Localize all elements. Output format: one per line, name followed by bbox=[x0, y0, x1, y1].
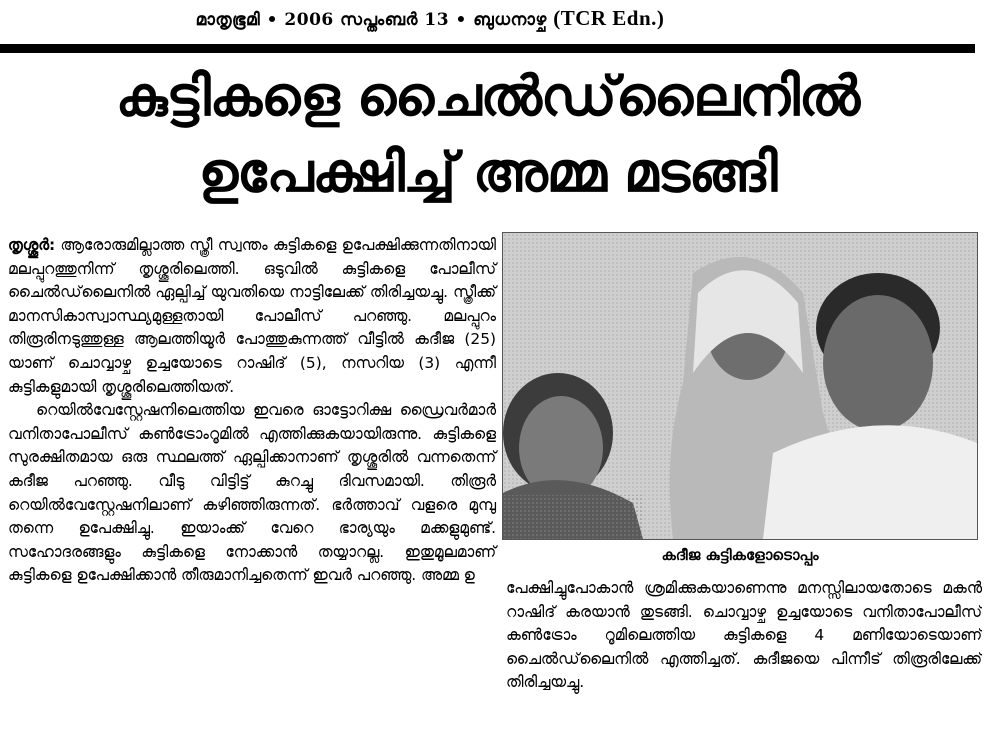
dateline-weekday: ബുധനാഴ്ച bbox=[473, 10, 547, 30]
dateline-separator: • bbox=[266, 10, 278, 30]
article-paragraph-2: റെയിൽവേസ്റ്റേഷനിലെത്തിയ ഇവരെ ഓട്ടോറിക്ഷ ഡ്രൈവർമാർ വനിതാപോലീസ് കൺട്രോംറൂമിൽ എത്തിക്കുകയായിരുന്നു. കുട്ടികളെ സുരക്ഷിതമായ ഒരു സ്ഥലത്ത് ഏല്പിക്കാനാണ് തൃശ്ശൂരിൽ വന്നതെന്ന് കദീജ പറഞ്ഞു. വീടു വിട്ടിട്ട് കുറച്ചു ദിവസമായി. തിരൂർ റെയിൽവേസ്റ്റേഷനിലാണ് കഴിഞ്ഞിരുന്നത്. ഭർത്താവ് വളരെ മുമ്പു തന്നെ ഉപേക്ഷിച്ചു. ഇയാംക്ക് വേറെ ഭാര്യയും മക്കളുമുണ്ട്. സഹോദരങ്ങളും കുട്ടികളെ നോക്കാൻ തയ്യാറല്ല. ഇതുമൂലമാണ് കുട്ടികളെ ഉപേക്ഷിക്കാൻ തീരുമാനിച്ചതെന്ന് ഇവർ പറഞ്ഞു. അമ്മ ഉ bbox=[8, 401, 496, 585]
dateline bbox=[0, 6, 860, 31]
paper-name: മാതൃഭൂമി bbox=[195, 10, 261, 30]
dateline-separator: • bbox=[455, 10, 467, 30]
article-paragraph-1 bbox=[8, 234, 496, 399]
photo-illustration bbox=[503, 233, 977, 539]
news-photo bbox=[502, 232, 978, 540]
dateline-day: 13 bbox=[424, 10, 450, 30]
article-paragraph-3: പേക്ഷിച്ചുപോകാൻ ശ്രമിക്കുകയാണെന്നു മനസ്സിലായതോടെ മകൻ റാഷിദ് കരയാൻ തുടങ്ങി. ചൊവ്വാഴ്ച ഉച്ചയോടെ വനിതാപോലീസ് കൺട്രോം റൂമിലെത്തിയ കുട്ടികളെ 4 മണിയോടെയാണ് ചൈൽഡ്‌ലൈനിൽ എത്തിച്ചത്. കദീജയെ പിന്നീട് തിരൂരിലേക്ക് തിരിച്ചയച്ചു. bbox=[506, 579, 982, 692]
article-dateline-place: തൃശ്ശൂർ: bbox=[8, 236, 56, 254]
dateline-edition: (TCR Edn.) bbox=[553, 6, 665, 30]
headline-line-1: കുട്ടികളെ ചൈൽഡ്‌ലൈനിൽ bbox=[115, 64, 860, 128]
dateline-month: സപ്തംബർ bbox=[340, 10, 418, 30]
photo-caption: കദീജ കുട്ടികളോടൊപ്പം bbox=[661, 546, 819, 564]
article-column-right bbox=[506, 577, 982, 727]
headline-line-2: ഉപേക്ഷിച്ച് അമ്മ മടങ്ങി bbox=[198, 140, 777, 204]
dateline-year: 2006 bbox=[284, 10, 334, 30]
headline bbox=[0, 58, 975, 210]
article-paragraph-1-text: ആരോരുമില്ലാത്ത സ്ത്രീ സ്വന്തം കുട്ടികളെ ഉപേക്ഷിക്കുന്നതിനായി മലപ്പുറത്തുനിന്ന് തൃശ്ശൂരിലെത്തി. ഒടുവിൽ കുട്ടികളെ പോലീസ് ചൈൽഡ്‌ലൈനിൽ ഏല്പിച്ച് യുവതിയെ നാട്ടിലേക്ക് തിരിച്ചയച്ചു. സ്ത്രീക്ക് മാനസികാസ്വാസ്ഥ്യമുള്ളതായി പോലീസ് പറഞ്ഞു. മലപ്പുറം തിരൂരിനടുത്തുള്ള ആലത്തിയൂർ പോത്തുകുന്നത്ത് വീട്ടിൽ കദീജ (25) യാണ് ചൊവ്വാഴ്ച ഉച്ചയോടെ റാഷിദ് (5), നസറിയ (3) എന്നീ കുട്ടികളുമായി തൃശ്ശൂരിലെത്തിയത്. bbox=[8, 236, 496, 396]
article-column-left bbox=[8, 234, 496, 588]
header-rule bbox=[0, 44, 975, 53]
